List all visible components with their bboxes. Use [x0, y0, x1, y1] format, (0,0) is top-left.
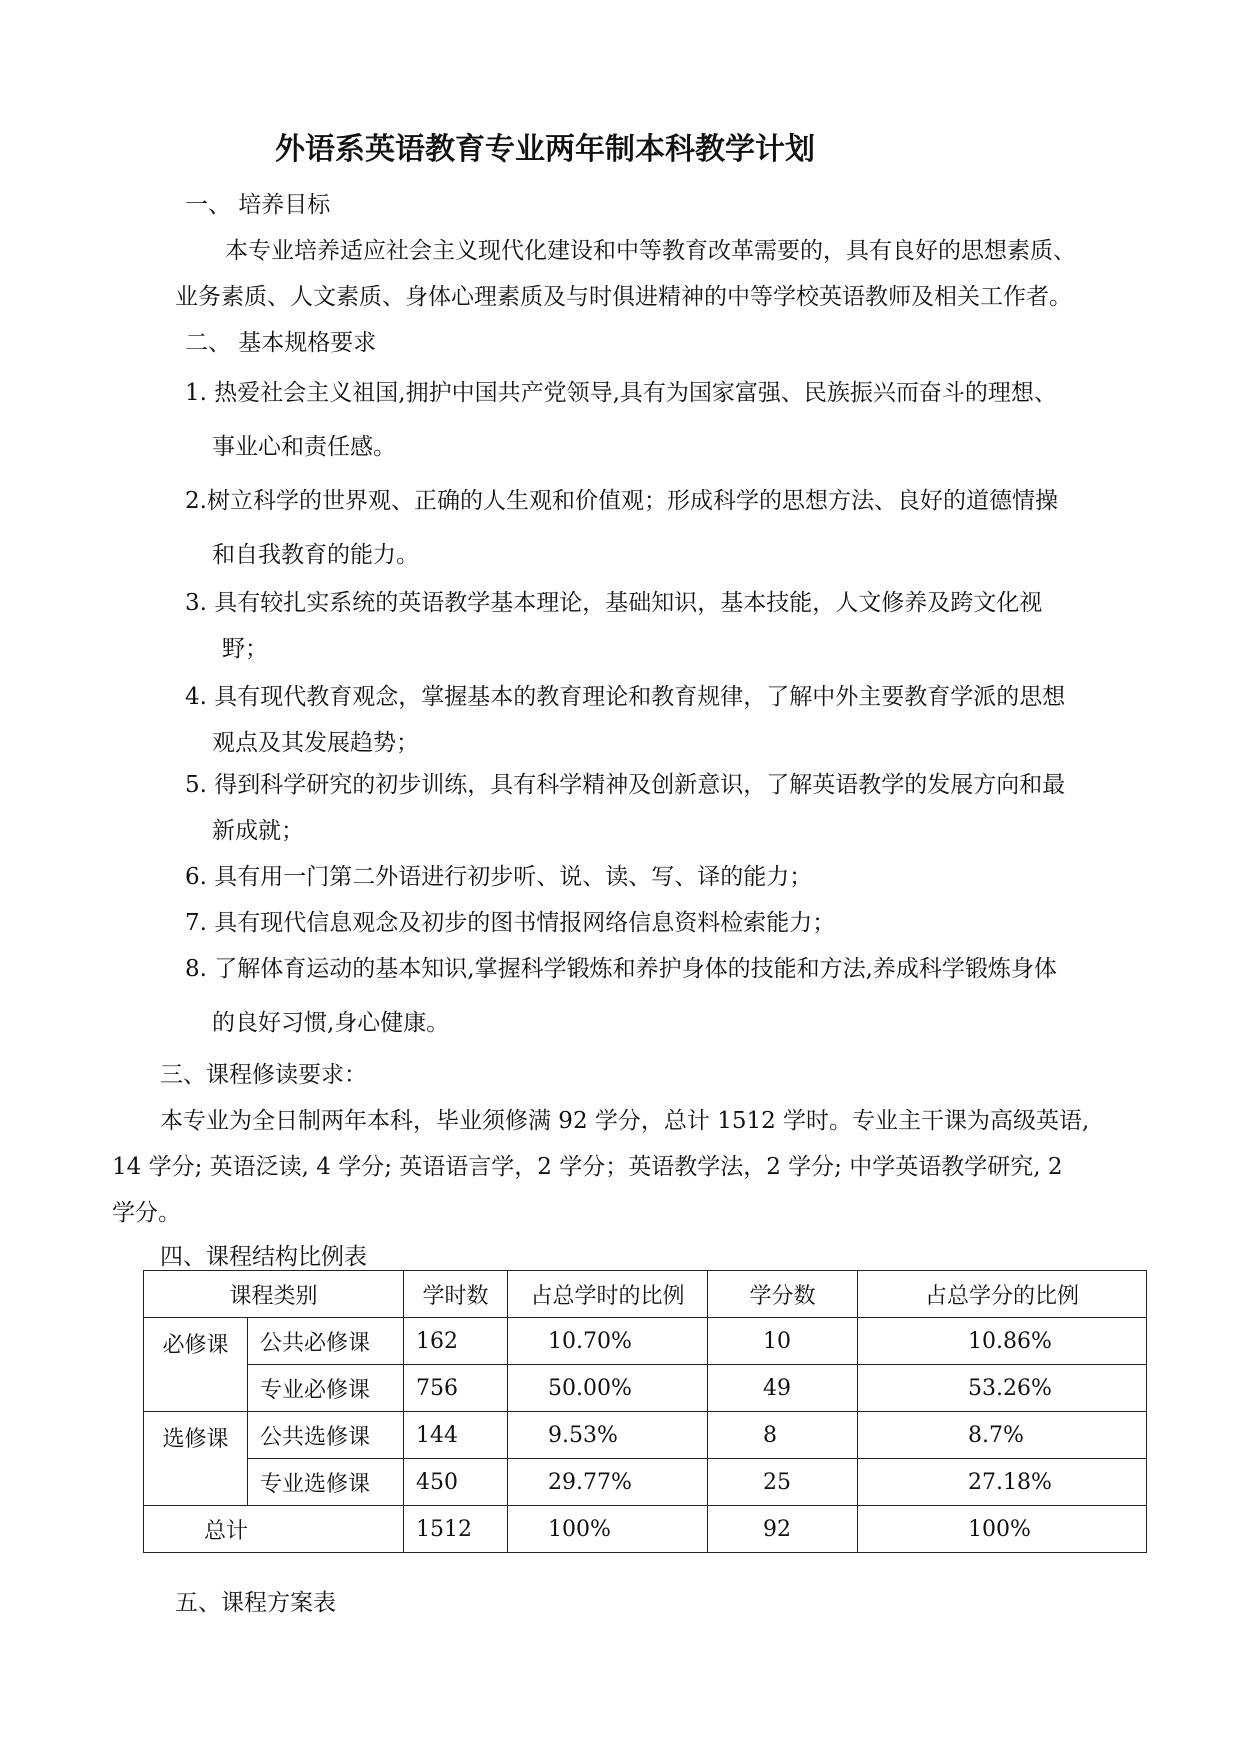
credits-ratio-cell: 53.26% — [858, 1365, 1147, 1412]
total-label: 总计 — [144, 1506, 404, 1553]
requirement-item-cont: 新成就； — [212, 818, 304, 844]
requirement-item-cont: 观点及其发展趋势； — [212, 730, 419, 756]
section-1-line: 本专业培养适应社会主义现代化建设和中等教育改革需要的，具有良好的思想素质、 — [225, 238, 1076, 264]
table-row — [144, 1365, 1147, 1412]
section-2-heading: 二、 基本规格要求 — [185, 330, 377, 356]
total-hours: 1512 — [404, 1506, 508, 1553]
hours-cell: 162 — [404, 1318, 508, 1365]
group-elective: 选修课 — [144, 1412, 248, 1506]
requirement-item: 3. 具有较扎实系统的英语教学基本理论，基础知识，基本技能，人文修养及跨文化视 — [185, 590, 1043, 616]
requirement-item: 1. 热爱社会主义祖国,拥护中国共产党领导,具有为国家富强、民族振兴而奋斗的理想、 — [185, 380, 1057, 406]
table-row — [144, 1412, 1147, 1459]
hours-ratio-cell: 10.70% — [508, 1318, 708, 1365]
credits-cell: 25 — [708, 1459, 858, 1506]
credits-ratio-cell: 27.18% — [858, 1459, 1147, 1506]
requirement-item: 8. 了解体育运动的基本知识,掌握科学锻炼和养护身体的技能和方法,养成科学锻炼身体 — [185, 956, 1057, 982]
hours-ratio-cell: 9.53% — [508, 1412, 708, 1459]
course-type: 专业选修课 — [248, 1459, 404, 1506]
requirement-item: 2.树立科学的世界观、正确的人生观和价值观；形成科学的思想方法、良好的道德情操 — [185, 488, 1058, 514]
total-credits-ratio: 100% — [858, 1506, 1147, 1553]
requirement-item: 6. 具有用一门第二外语进行初步听、说、读、写、译的能力； — [185, 864, 813, 890]
requirement-item-cont: 事业心和责任感。 — [212, 434, 396, 460]
section-1-heading: 一、 培养目标 — [185, 192, 331, 218]
course-type: 公共选修课 — [248, 1412, 404, 1459]
credits-cell: 8 — [708, 1412, 858, 1459]
table-row — [144, 1318, 1147, 1365]
requirement-item-cont: 的良好习惯,身心健康。 — [212, 1010, 450, 1036]
section-5-heading: 五、课程方案表 — [175, 1590, 336, 1616]
hours-ratio-cell: 29.77% — [508, 1459, 708, 1506]
requirement-item: 5. 得到科学研究的初步训练，具有科学精神及创新意识，了解英语教学的发展方向和最 — [185, 772, 1066, 798]
section-3-line: 14 学分; 英语泛读, 4 学分; 英语语言学，2 学分；英语教学法，2 学分; 中学英语教学研究, 2 — [112, 1154, 1063, 1180]
document-title: 外语系英语教育专业两年制本科教学计划 — [275, 132, 815, 167]
header-category: 课程类别 — [144, 1271, 404, 1318]
section-3-line: 学分。 — [112, 1200, 181, 1226]
course-type: 专业必修课 — [248, 1365, 404, 1412]
table-header-row — [144, 1271, 1147, 1318]
header-hours-ratio: 占总学时的比例 — [508, 1271, 708, 1318]
requirement-item: 4. 具有现代教育观念，掌握基本的教育理论和教育规律，了解中外主要教育学派的思想 — [185, 684, 1066, 710]
requirement-item-cont: 野； — [222, 636, 268, 662]
credits-ratio-cell: 8.7% — [858, 1412, 1147, 1459]
section-3-heading: 三、课程修读要求： — [160, 1062, 367, 1088]
group-required: 必修课 — [144, 1318, 248, 1412]
table-row — [144, 1459, 1147, 1506]
header-hours: 学时数 — [404, 1271, 508, 1318]
hours-cell: 756 — [404, 1365, 508, 1412]
requirement-item-cont: 和自我教育的能力。 — [212, 542, 419, 568]
course-type: 公共必修课 — [248, 1318, 404, 1365]
hours-cell: 450 — [404, 1459, 508, 1506]
hours-cell: 144 — [404, 1412, 508, 1459]
header-credits: 学分数 — [708, 1271, 858, 1318]
table-total-row — [144, 1506, 1147, 1553]
section-4-heading: 四、课程结构比例表 — [160, 1244, 367, 1270]
total-credits: 92 — [708, 1506, 858, 1553]
credits-cell: 10 — [708, 1318, 858, 1365]
hours-ratio-cell: 50.00% — [508, 1365, 708, 1412]
header-credits-ratio: 占总学分的比例 — [858, 1271, 1147, 1318]
requirement-item: 7. 具有现代信息观念及初步的图书情报网络信息资料检索能力； — [185, 910, 836, 936]
section-1-line: 业务素质、人文素质、身体心理素质及与时俱进精神的中等学校英语教师及相关工作者。 — [175, 284, 1072, 310]
section-3-line: 本专业为全日制两年本科，毕业须修满 92 学分，总计 1512 学时。专业主干课为高级英语, — [160, 1108, 1090, 1134]
credits-cell: 49 — [708, 1365, 858, 1412]
total-hours-ratio: 100% — [508, 1506, 708, 1553]
course-structure-table — [143, 1270, 1147, 1553]
credits-ratio-cell: 10.86% — [858, 1318, 1147, 1365]
